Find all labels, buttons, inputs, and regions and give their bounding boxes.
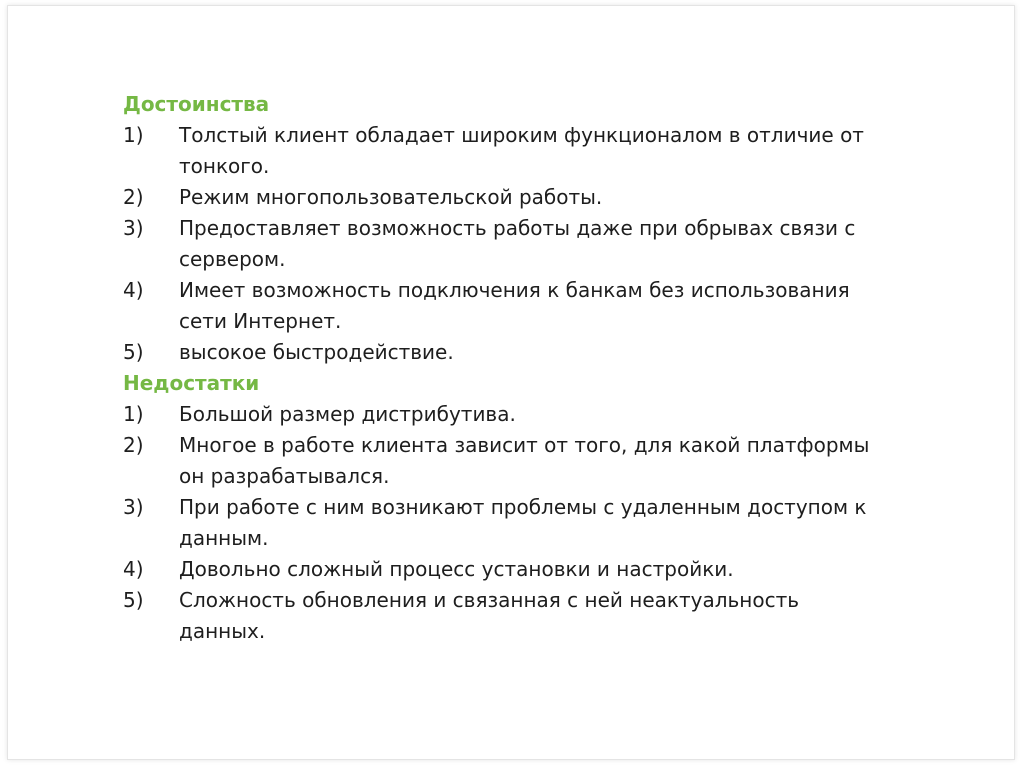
list-item <box>123 430 923 492</box>
list-item <box>123 120 923 182</box>
list-item <box>123 492 923 554</box>
item-number: 1) <box>123 402 144 426</box>
item-number: 2) <box>123 185 144 209</box>
item-text: Большой размер дистрибутива. <box>179 402 516 426</box>
list-item <box>123 182 923 213</box>
item-text: Режим многопользовательской работы. <box>179 185 603 209</box>
disadvantages-heading: Недостатки <box>123 371 260 395</box>
item-text: Сложность обновления и связанная с ней неактуальность данных. <box>179 588 800 643</box>
list-item <box>123 554 923 585</box>
list-item <box>123 213 923 275</box>
item-text: Предоставляет возможность работы даже при обрывах связи с сервером. <box>179 216 856 271</box>
item-number: 2) <box>123 433 144 457</box>
slide <box>7 5 1015 760</box>
item-number: 5) <box>123 588 144 612</box>
item-number: 3) <box>123 216 144 240</box>
advantages-heading: Достоинства <box>123 92 270 116</box>
list-item <box>123 337 923 368</box>
item-text: Имеет возможность подключения к банкам без использования сети Интернет. <box>179 278 850 333</box>
item-text: Толстый клиент обладает широким функционалом в отличие от тонкого. <box>179 123 864 178</box>
disadvantages-list <box>123 399 923 647</box>
advantages-list <box>123 120 923 368</box>
item-text: При работе с ним возникают проблемы с удаленным доступом к данным. <box>179 495 867 550</box>
item-number: 4) <box>123 278 144 302</box>
item-text: Многое в работе клиента зависит от того, для какой платформы он разрабатывался. <box>179 433 870 488</box>
list-item <box>123 399 923 430</box>
item-number: 3) <box>123 495 144 519</box>
item-number: 5) <box>123 340 144 364</box>
list-item <box>123 275 923 337</box>
list-item <box>123 585 923 647</box>
item-text: Довольно сложный процесс установки и настройки. <box>179 557 734 581</box>
item-text: высокое быстродействие. <box>179 340 454 364</box>
item-number: 4) <box>123 557 144 581</box>
item-number: 1) <box>123 123 144 147</box>
slide-content <box>123 89 923 647</box>
